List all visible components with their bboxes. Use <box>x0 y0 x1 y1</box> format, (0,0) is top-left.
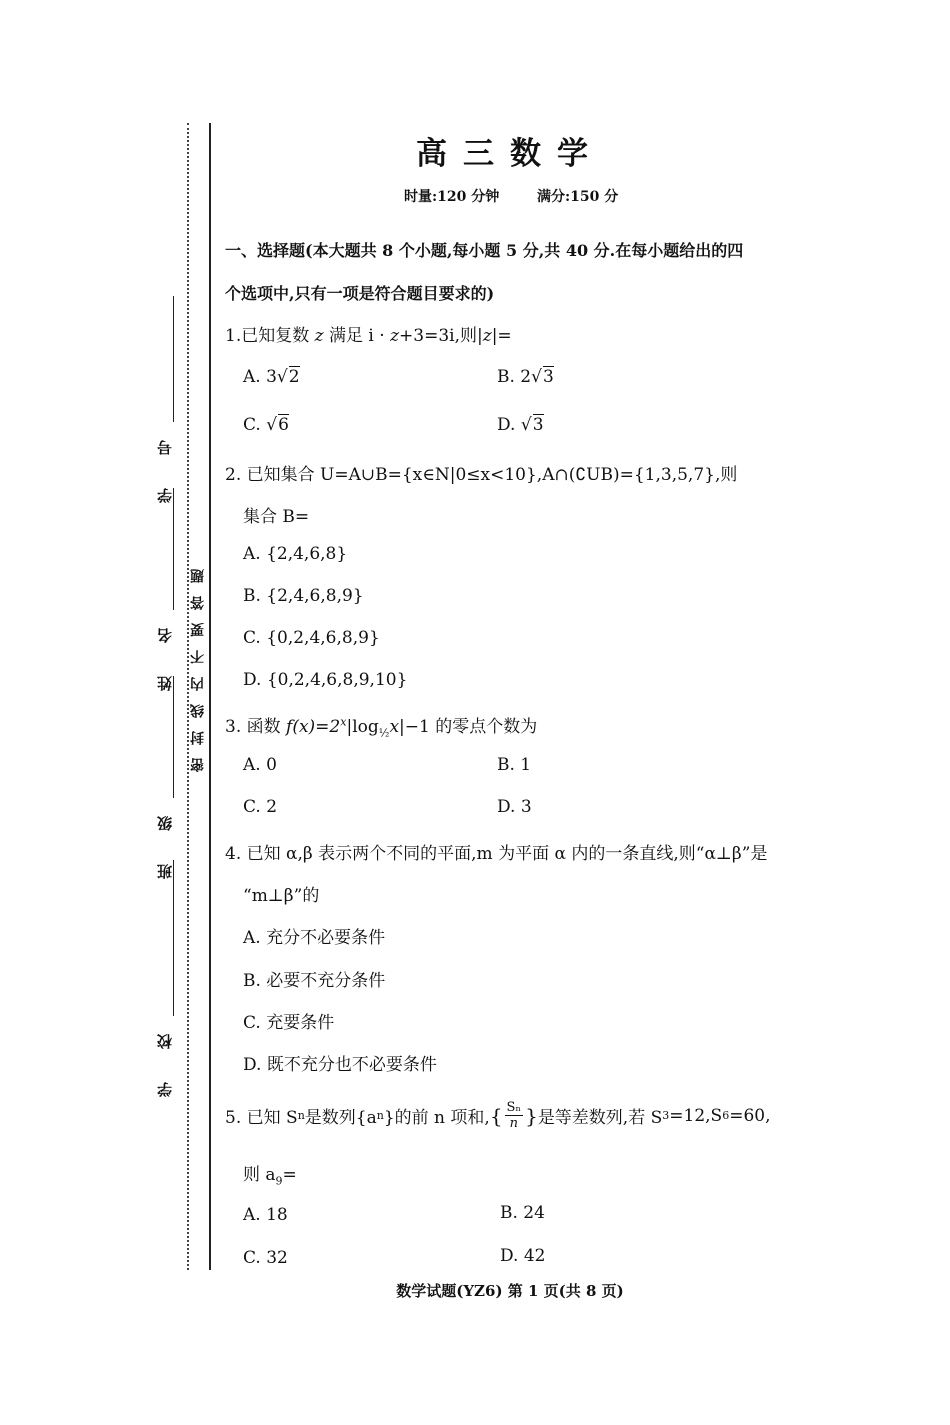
q1-option-d[interactable]: D. √3 <box>497 415 544 435</box>
q1-var-z3: z <box>482 326 492 346</box>
q3-text-pre: 3. 函数 <box>225 717 287 737</box>
q5-sub-3: 3 <box>662 1109 670 1122</box>
q5-option-c[interactable]: C. 32 <box>243 1248 288 1268</box>
q1-option-a[interactable]: A. 3√2 <box>243 367 300 387</box>
q5-frac-den: n <box>509 1116 518 1131</box>
question-1-stem <box>225 321 512 346</box>
full-score: 满分:150 分 <box>537 189 619 205</box>
seal-notice: 密封线内不要答题 <box>190 556 206 772</box>
q5-line2-sub: 9 <box>275 1174 283 1188</box>
q3-option-c[interactable]: C. 2 <box>243 797 278 817</box>
q3-exponent: x <box>340 715 347 729</box>
question-4-stem-line2: “m⊥β”的 <box>243 886 320 906</box>
q5-sub-n: n <box>297 1109 305 1122</box>
student-id-underline <box>173 296 174 422</box>
q2-option-a[interactable]: A. {2,4,6,8} <box>243 544 348 564</box>
class-field[interactable] <box>150 676 180 880</box>
q1-text-tail2: |= <box>491 326 512 346</box>
q5-sub-6: 6 <box>722 1109 730 1122</box>
q3-log-base: ½ <box>378 726 390 740</box>
q3-option-d[interactable]: D. 3 <box>497 797 532 817</box>
q1-d-label: D. <box>497 415 521 435</box>
q2-option-d[interactable]: D. {0,2,4,6,8,9,10} <box>243 670 408 690</box>
q1-a-label: A. 3 <box>243 367 277 387</box>
q5-text-mid4: =12,S <box>669 1105 723 1126</box>
q4-option-b[interactable]: B. 必要不充分条件 <box>243 971 386 991</box>
name-label: 姓 名 <box>156 614 174 692</box>
q1-var-z2: z <box>390 326 400 346</box>
q1-a-radicand: 2 <box>288 367 300 387</box>
q4-option-a[interactable]: A. 充分不必要条件 <box>243 928 386 948</box>
q1-option-c[interactable]: C. √6 <box>243 415 289 435</box>
q4-option-c[interactable]: C. 充要条件 <box>243 1013 335 1033</box>
q3-option-a[interactable]: A. 0 <box>243 755 277 775</box>
q1-c-label: C. <box>243 415 267 435</box>
section-heading-line2: 个选项中,只有一项是符合题目要求的) <box>225 284 495 303</box>
q5-text-mid3: 是等差数列,若 S <box>537 1108 663 1128</box>
q5-sub-n2: n <box>376 1109 384 1122</box>
q5-text-mid1: 是数列{a <box>304 1108 377 1128</box>
class-label: 班 级 <box>156 802 174 880</box>
question-2-stem-line1: 2. 已知集合 U=A∪B={x∈N|0≤x<10},A∩(∁UB)={1,3,5,7},则 <box>225 465 738 485</box>
question-2-stem-line2: 集合 B= <box>243 507 310 527</box>
q1-var-z: z <box>314 326 324 346</box>
q1-text-tail: +3=3i,则| <box>399 326 483 346</box>
student-id-field[interactable] <box>150 296 180 504</box>
school-field[interactable] <box>150 860 180 1098</box>
page-title: 高三数学 <box>416 136 604 172</box>
q5-text-pre: 5. 已知 S <box>225 1108 298 1128</box>
q4-option-d[interactable]: D. 既不充分也不必要条件 <box>243 1055 437 1075</box>
q5-text-mid2: }的前 n 项和, <box>383 1108 490 1128</box>
q5-line2-tail: = <box>282 1165 297 1185</box>
q5-option-d[interactable]: D. 42 <box>500 1246 546 1266</box>
q5-frac-num: Sₙ <box>506 1100 522 1115</box>
q1-option-b[interactable]: B. 2√3 <box>497 367 554 387</box>
q1-text-mid: 满足 i · <box>323 326 391 346</box>
q5-text-mid5: =60, <box>729 1105 771 1126</box>
q1-text-pre: 1.已知复数 <box>225 326 315 346</box>
q2-option-b[interactable]: B. {2,4,6,8,9} <box>243 586 364 606</box>
name-underline <box>173 488 174 610</box>
page-footer: 数学试题(YZ6) 第 1 页(共 8 页) <box>396 1282 624 1300</box>
q3-log-arg: x <box>389 717 400 737</box>
q2-option-c[interactable]: C. {0,2,4,6,8,9} <box>243 628 380 648</box>
question-4-stem-line1: 4. 已知 α,β 表示两个不同的平面,m 为平面 α 内的一条直线,则“α⊥β”是 <box>225 844 768 864</box>
question-5-stem-line2 <box>243 1160 297 1187</box>
q1-d-radicand: 3 <box>532 415 544 435</box>
school-underline <box>173 860 174 1016</box>
q3-text-rest: |−1 的零点个数为 <box>399 717 538 737</box>
q1-c-radicand: 6 <box>278 415 289 435</box>
q5-option-b[interactable]: B. 24 <box>500 1203 545 1223</box>
name-field[interactable] <box>150 488 180 692</box>
q1-b-radicand: 3 <box>542 367 554 387</box>
q5-line2-pre: 则 a <box>243 1165 276 1185</box>
school-label: 学 校 <box>156 1020 174 1098</box>
q1-b-label: B. 2 <box>497 367 532 387</box>
exam-time: 时量:120 分钟 <box>404 189 500 205</box>
section-heading-line1: 一、选择题(本大题共 8 个小题,每小题 5 分,共 40 分.在每小题给出的四 <box>225 241 744 260</box>
q3-func: f(x)=2 <box>286 717 341 737</box>
q5-fraction: { $\frac{\text{Sₙ}}{n}$ } <box>489 1100 538 1131</box>
q3-option-b[interactable]: B. 1 <box>497 755 532 775</box>
question-3-stem <box>225 712 537 739</box>
q3-abs-log: |log <box>346 717 379 737</box>
question-5-stem-line1 <box>225 1100 771 1131</box>
class-underline <box>173 676 174 798</box>
q5-option-a[interactable]: A. 18 <box>243 1205 288 1225</box>
student-id-label: 学 号 <box>156 426 174 504</box>
